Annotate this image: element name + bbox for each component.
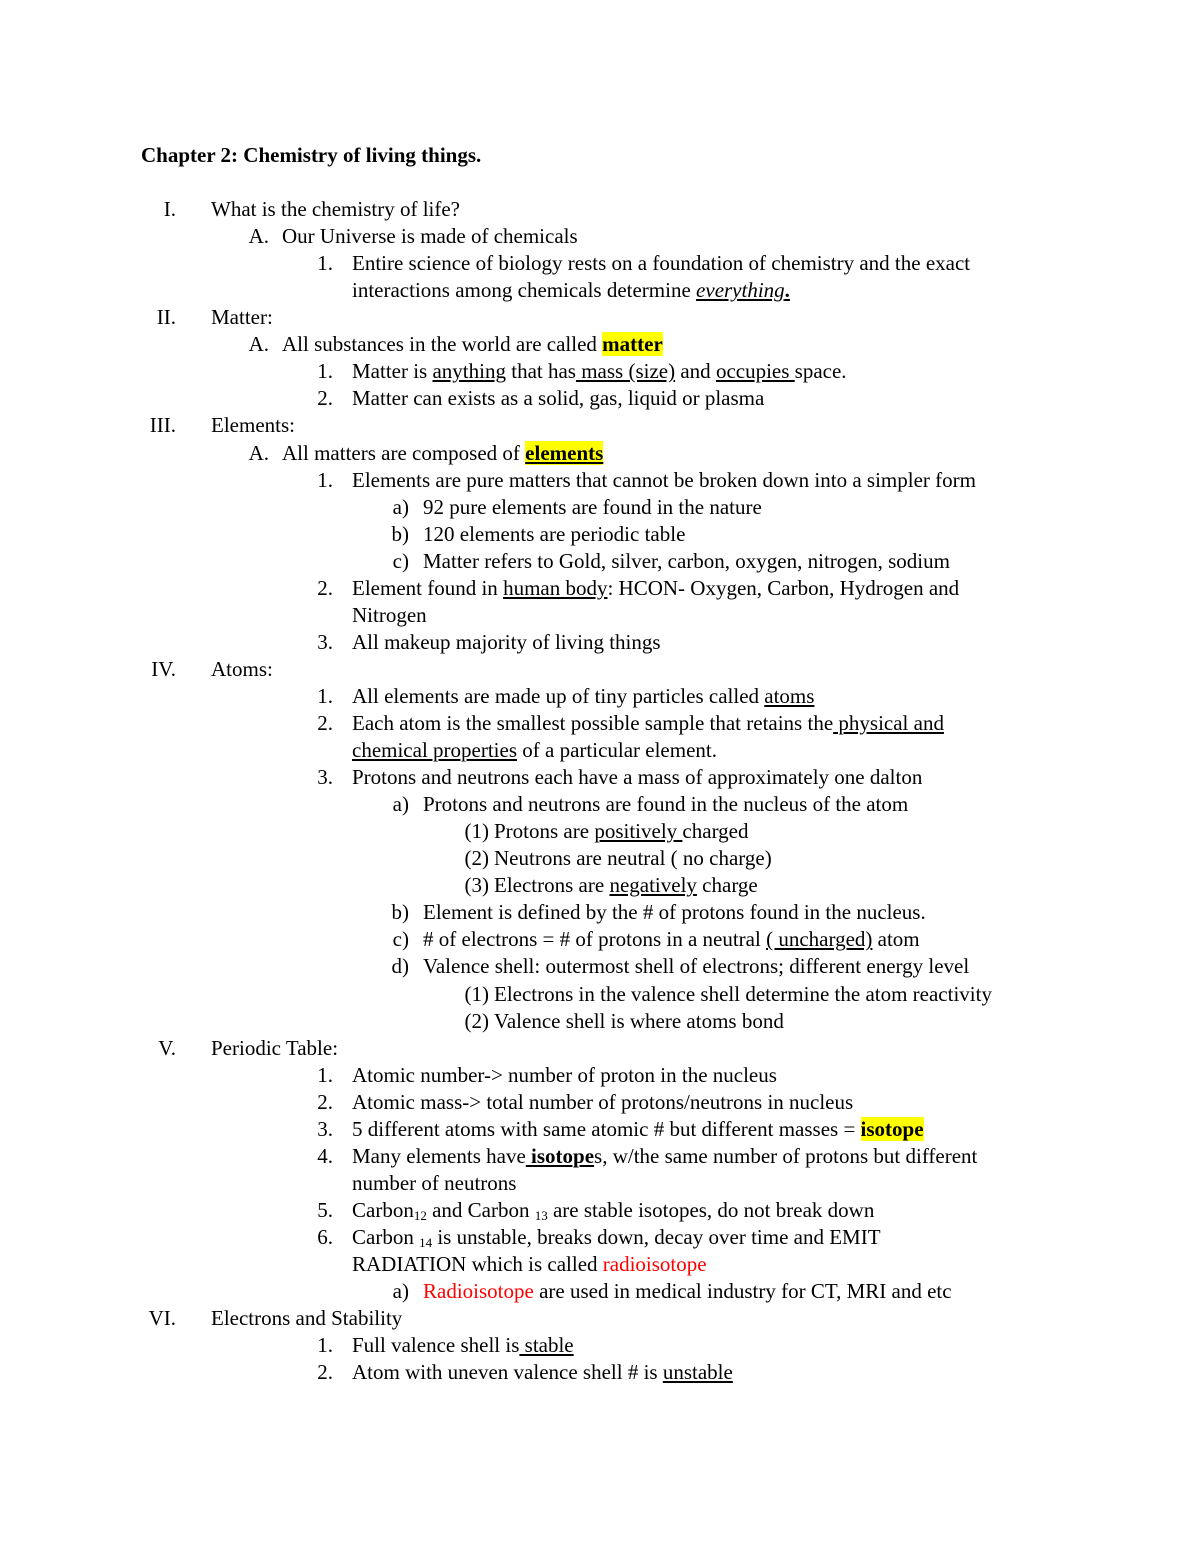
outline-line [0,629,1200,656]
formatted-text: 13 [534,1207,548,1223]
outline-marker: a) [392,494,409,519]
outline-text [352,467,976,494]
outline-text [352,629,661,656]
outline-line [0,1035,1200,1062]
text-run: : HCON- Oxygen, Carbon, Hydrogen and [607,575,960,600]
formatted-text: chemical properties [352,738,518,762]
outline-marker: 2. [317,711,333,735]
text-run: Valence shell is where atoms bond [494,1008,784,1033]
outline-marker: A. [248,440,269,465]
outline-text [352,250,970,277]
outline-line [0,1143,1200,1170]
outline-line [0,1251,1200,1278]
text-run: Element found in [352,575,504,600]
outline-text [352,358,847,385]
text-run: s, w/the same number of protons but different [594,1143,978,1168]
outline-marker: b) [391,900,409,925]
outline-marker: 1. [317,1062,333,1087]
outline-line [0,575,1200,602]
outline-line [0,521,1200,548]
text-run: All substances in the world are called [282,332,603,357]
formatted-text: occupies [715,359,795,384]
outline-text [352,1359,733,1386]
outline-line [0,1332,1200,1359]
text-run: Element is defined by the # of protons found in the nucleus. [423,900,926,925]
text-run: Carbon [352,1224,420,1249]
formatted-text: physical and [833,711,944,735]
outline-line [0,737,1200,764]
formatted-text: . [784,278,790,303]
text-run: Valence shell: outermost shell of electrons; different energy level [423,954,970,979]
text-run: 92 pure elements are found in the nature [423,494,762,519]
outline-text [211,196,460,223]
outline-marker: d) [391,954,409,979]
outline-text [352,1116,924,1143]
outline-marker: 1. [317,251,333,276]
outline-text [352,1251,707,1278]
text-run: charge [696,873,758,898]
text-run: space. [794,359,847,384]
outline-line [0,548,1200,575]
text-run: Many elements have [352,1143,526,1168]
outline-line [0,250,1200,277]
formatted-text: ( uncharged) [766,927,873,952]
outline-text [352,385,764,412]
outline-line [0,196,1200,223]
formatted-text: 12 [413,1207,427,1223]
outline-text [211,412,295,439]
text-run: Matter can exists as a solid, gas, liquid or plasma [352,386,765,411]
outline-marker: A. [248,332,269,357]
outline-text [494,981,992,1008]
outline-marker: 1. [317,359,333,384]
outline-marker: (2) [464,1008,489,1033]
text-run: What is the chemistry of life? [211,197,460,221]
outline-marker: 3. [317,1116,333,1141]
text-run: Atom with uneven valence shell # is [352,1360,663,1385]
outline-line [0,1359,1200,1386]
outline-marker: (1) [464,981,489,1006]
outline-text [352,764,922,791]
outline-marker: II. [156,305,176,330]
outline-text [423,899,926,926]
outline-text [211,1035,338,1062]
outline-line [0,818,1200,845]
outline-text [282,440,603,467]
text-run: Matter: [211,305,273,330]
text-run: Matter refers to Gold, silver, carbon, oxygen, nitrogen, sodium [423,548,950,573]
text-run: RADIATION which is called [352,1252,603,1276]
outline-line [0,304,1200,331]
outline-text [352,1089,853,1116]
text-run: Atomic mass-> total number of protons/neutrons in nucleus [352,1089,854,1114]
outline-text [352,737,717,764]
outline-line [0,277,1200,304]
outline-line [0,358,1200,385]
text-run: number of neutrons [352,1170,517,1195]
outline-text [423,494,762,521]
outline-line [0,467,1200,494]
outline-line [0,899,1200,926]
text-run: interactions among chemicals determine [352,278,697,303]
outline-line [0,1170,1200,1197]
text-run: Electrons in the valence shell determine the atom reactivity [494,981,992,1006]
outline-marker: b) [391,521,409,546]
outline-text [352,575,959,602]
formatted-text: elements [525,440,604,465]
formatted-text: positively [594,819,683,844]
text-run: Protons are [494,819,595,844]
outline-line [0,1305,1200,1332]
outline-marker: (1) [464,819,489,844]
text-run: Atoms: [211,656,273,681]
text-run: Elements: [211,413,295,438]
formatted-text: unstable [662,1360,733,1385]
outline-marker: A. [248,224,269,249]
outline-line [0,1008,1200,1035]
outline-text [494,818,749,845]
text-run: atom [872,927,920,952]
outline-text [352,1170,516,1197]
outline-text [423,926,920,953]
outline-line [0,872,1200,899]
formatted-text: isotope [525,1143,595,1168]
text-run: 120 elements are periodic table [423,521,686,546]
outline-marker: 1. [317,1333,333,1358]
outline-marker: 2. [317,1360,333,1385]
formatted-text: 14 [419,1234,433,1250]
outline-marker: III. [149,413,176,438]
outline-text [352,683,814,710]
outline-text [494,1008,784,1035]
outline-marker: I. [163,197,176,221]
outline-marker: 1. [317,683,333,708]
outline-marker: IV. [151,656,176,681]
formatted-text: isotope [860,1116,924,1141]
outline-text [352,710,944,737]
outline-marker: 5. [317,1197,333,1222]
outline-marker: 2. [317,1089,333,1114]
text-run: Matter is [352,359,433,384]
outline-marker: 6. [317,1224,333,1249]
outline-line [0,1278,1200,1305]
outline-line [0,440,1200,467]
text-run: All makeup majority of living things [352,629,661,654]
outline-line [0,656,1200,683]
outline-line [0,412,1200,439]
text-run: Entire science of biology rests on a foundation of chemistry and the exact [352,251,971,276]
formatted-text: mass (size) [575,359,676,384]
outline-marker: a) [392,792,409,817]
text-run: Our Universe is made of chemicals [282,224,578,249]
text-run: Protons and neutrons each have a mass of approximately one dalton [352,765,923,790]
outline-marker: (3) [464,873,489,898]
outline-line [0,385,1200,412]
text-run: that has [505,359,576,384]
outline-text [352,277,790,304]
text-run: Each atom is the smallest possible sample that retains the [352,711,834,735]
outline-text [352,1143,977,1170]
outline-marker: 4. [317,1143,333,1168]
outline-line [0,953,1200,980]
text-run: Electrons are [494,873,610,898]
outline-line [0,223,1200,250]
outline-text [211,1305,402,1332]
outline-line [0,1224,1200,1251]
text-run: and [675,359,716,384]
text-run: 5 different atoms with same atomic # but different masses = [352,1116,861,1141]
outline-marker: 2. [317,386,333,411]
text-run: # of electrons = # of protons in a neutral [423,927,767,952]
outline-text [211,304,273,331]
outline-line [0,1089,1200,1116]
text-run: Carbon [352,1197,414,1222]
text-run: All matters are composed of [282,440,526,465]
outline-text [423,548,950,575]
outline-line [0,791,1200,818]
formatted-text: Radioisotope [423,1279,534,1303]
text-run: All elements are made up of tiny particles called [352,683,765,708]
text-run: Neutrons are neutral ( no charge) [494,846,772,871]
text-run: Elements are pure matters that cannot be broken down into a simpler form [352,467,976,492]
formatted-text: radioisotope [602,1252,707,1276]
text-run: charged [682,819,749,844]
outline-marker: 2. [317,575,333,600]
text-run: Periodic Table: [211,1035,339,1060]
page-title: Chapter 2: Chemistry of living things. [141,143,482,167]
formatted-text: stable [519,1333,574,1358]
outline-line [0,1062,1200,1089]
outline-line [0,981,1200,1008]
outline-text [423,521,685,548]
formatted-text: matter [602,332,663,357]
outline-text [494,872,758,899]
formatted-text: human body [503,575,608,600]
outline-line [0,926,1200,953]
outline-marker: (2) [464,846,489,871]
text-run: are used in medical industry for CT, MRI and etc [533,1279,952,1303]
outline-marker: c) [392,927,409,952]
outline-text [352,1062,777,1089]
outline-text [423,1278,952,1305]
outline-line [0,845,1200,872]
outline-marker: 3. [317,629,333,654]
outline-line [0,710,1200,737]
formatted-text: anything [432,359,506,384]
outline-text [352,1332,574,1359]
text-run: Atomic number-> number of proton in the nucleus [352,1062,777,1087]
outline-line [0,602,1200,629]
outline-marker: a) [392,1279,409,1303]
outline-line [0,764,1200,791]
outline-text [423,953,969,980]
outline-marker: V. [158,1035,176,1060]
outline-line [0,494,1200,521]
outline-text [352,602,427,629]
text-run: of a particular element. [517,738,717,762]
formatted-text: everything [696,278,785,303]
text-run: is unstable, breaks down, decay over time and EMIT [432,1224,881,1249]
outline-marker: 3. [317,765,333,790]
outline-line [0,1197,1200,1224]
outline-text [494,845,772,872]
outline-text [282,331,663,358]
outline-line [0,1116,1200,1143]
text-run: Full valence shell is [352,1333,520,1358]
outline-text [211,656,273,683]
outline-text [282,223,578,250]
outline-marker: c) [392,548,409,573]
formatted-text: negatively [609,873,697,898]
outline-line [0,683,1200,710]
outline-text [423,791,908,818]
formatted-text: atoms [764,683,815,708]
outline-line [0,331,1200,358]
text-run: are stable isotopes, do not break down [547,1197,875,1222]
outline-marker: VI. [148,1306,176,1330]
text-run: Nitrogen [352,602,427,627]
outline-marker: 1. [317,467,333,492]
text-run: Electrons and Stability [211,1306,403,1330]
text-run: and Carbon [426,1197,535,1222]
text-run: Protons and neutrons are found in the nucleus of the atom [423,792,909,817]
